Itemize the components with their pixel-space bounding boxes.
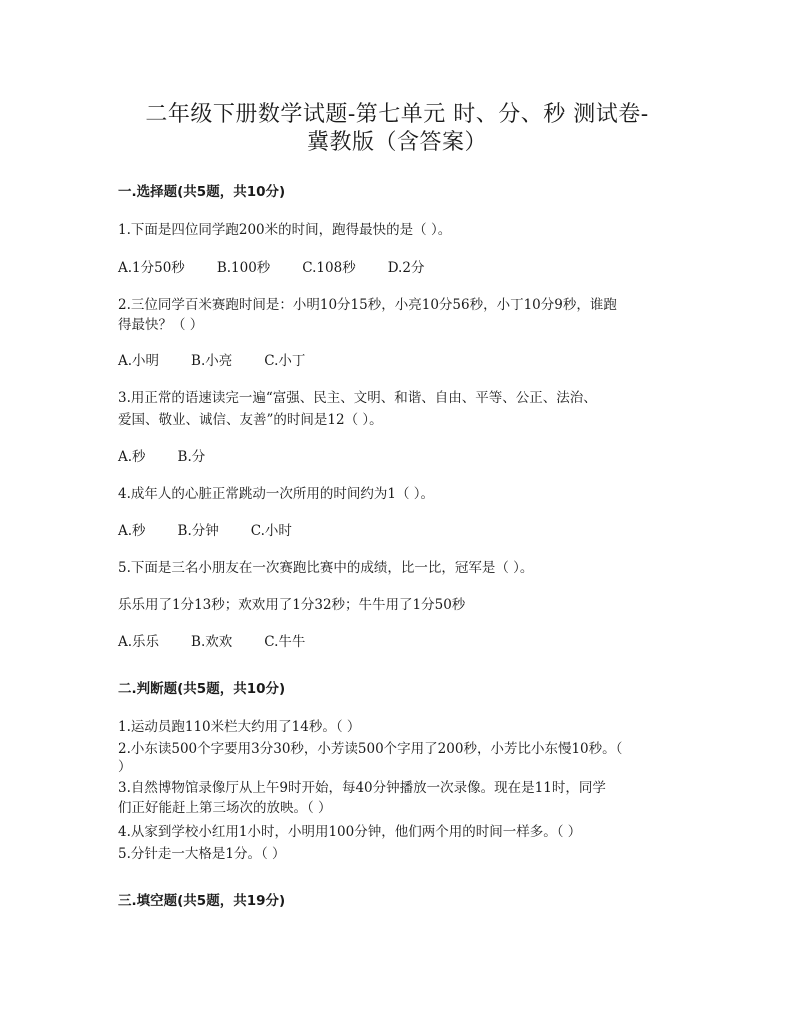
option-a: A.秒	[118, 523, 146, 539]
section-heading-choice: 一.选择题(共5题，共10分)	[118, 184, 286, 200]
question-4-options	[118, 522, 324, 540]
question-5-text: 5.下面是三名小朋友在一次赛跑比赛中的成绩，比一比，冠军是（ ）。	[118, 560, 534, 576]
section-heading-fill: 三.填空题(共5题，共19分)	[118, 893, 286, 909]
question-3-text-line1: 3.用正常的语速读完一遍“富强、民主、文明、和谐、自由、平等、公正、法治、	[118, 390, 597, 406]
question-3-text-line2: 爱国、敬业、诚信、友善”的时间是12（ ）。	[118, 412, 383, 428]
option-b: B.100秒	[216, 260, 271, 276]
option-c: C.牛牛	[264, 634, 306, 650]
question-2-text-line2: 得最快？（ ）	[118, 317, 204, 333]
question-2-options	[118, 352, 337, 370]
option-c: C.108秒	[302, 260, 356, 276]
question-4-text: 4.成年人的心脏正常跳动一次所用的时间约为1（ ）。	[118, 486, 435, 502]
question-1-options	[118, 259, 456, 277]
option-c: C.小丁	[264, 353, 306, 369]
page-title-line1: 二年级下册数学试题-第七单元 时、分、秒 测试卷-	[145, 102, 649, 127]
question-2-text-line1: 2.三位同学百米赛跑时间是：小明10分15秒，小亮10分56秒，小丁10分9秒，谁跑	[118, 297, 617, 313]
judge-4: 4.从家到学校小红用1小时，小明用100分钟，他们两个用的时间一样多。（ ）	[118, 824, 582, 840]
option-b: B.欢欢	[191, 634, 233, 650]
option-c: C.小时	[250, 523, 292, 539]
judge-5: 5.分针走一大格是1分。（ ）	[118, 846, 286, 862]
judge-2-line2: ）	[118, 759, 132, 775]
option-a: A.秒	[118, 449, 146, 465]
judge-3-line2: 们正好能赶上第三场次的放映。（ ）	[118, 800, 332, 816]
question-3-options	[118, 448, 237, 466]
judge-2-line1: 2.小东读500个字要用3分30秒，小芳读500个字用了200秒，小芳比小东慢10秒。（	[118, 741, 623, 757]
question-5-detail: 乐乐用了1分13秒；欢欢用了1分32秒；牛牛用了1分50秒	[118, 597, 466, 613]
option-a: A.1分50秒	[118, 260, 185, 276]
question-1-text: 1.下面是四位同学跑200米的时间，跑得最快的是（ ）。	[118, 222, 452, 238]
judge-3-line1: 3.自然博物馆录像厅从上午9时开始，每40分钟播放一次录像。现在是11时，同学	[118, 780, 606, 796]
option-b: B.小亮	[191, 353, 233, 369]
option-b: B.分钟	[177, 523, 219, 539]
option-a: A.乐乐	[118, 634, 160, 650]
question-5-options	[118, 633, 337, 651]
option-b: B.分	[177, 449, 206, 465]
option-d: D.2分	[387, 260, 425, 276]
judge-1: 1.运动员跑110米栏大约用了14秒。（ ）	[118, 719, 361, 735]
option-a: A.小明	[118, 353, 160, 369]
page-title-line2: 冀教版（含答案）	[306, 130, 487, 155]
section-heading-judge: 二.判断题(共5题，共10分)	[118, 681, 286, 697]
